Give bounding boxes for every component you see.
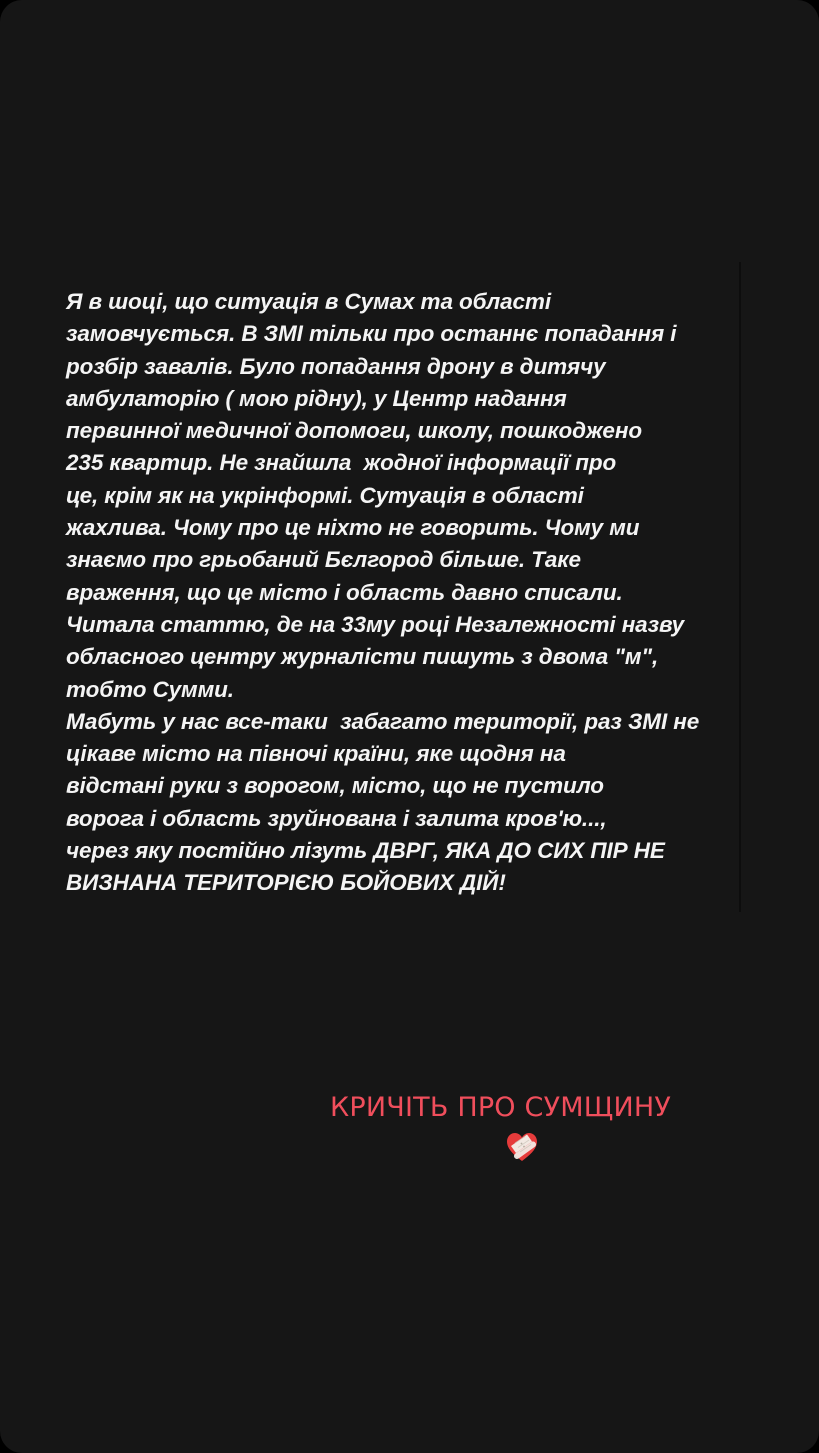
story-text-line: це, крім як на укрінформі. Сутуація в області xyxy=(66,482,584,508)
story-text-line: враження, що це місто і область давно списали. xyxy=(66,579,623,605)
story-text-line: знаємо про грьобаний Бєлгород більше. Таке xyxy=(66,547,581,573)
story-text-line: обласного центру журналісти пишуть з двома "м", xyxy=(66,644,659,670)
story-text xyxy=(66,286,756,900)
story-text-line: жахлива. Чому про це ніхто не говорить. Чому ми xyxy=(66,515,640,541)
story-text-line: тобто Сумми. xyxy=(66,676,234,702)
story-text-line: ворога і область зруйнована і залита кров'ю..., xyxy=(66,805,607,831)
story-text-line: цікаве місто на півночі країни, яке щодня на xyxy=(66,741,566,767)
story-text-line: розбір завалів. Було попадання дрону в дитячу xyxy=(66,353,606,379)
story-text-line: відстані руки з ворогом, місто, що не пустило xyxy=(66,773,604,799)
story-text-line: ВИЗНАНА ТЕРИТОРІЄЮ БОЙОВИХ ДІЙ! xyxy=(66,870,506,896)
mending-heart-icon xyxy=(505,1131,539,1163)
story-callout: КРИЧІТЬ ПРО СУМЩИНУ xyxy=(330,1092,672,1123)
story-text-line: 235 квартир. Не знайшла жодної інформації про xyxy=(66,450,617,476)
story-text-line: через яку постійно лізуть ДВРГ, ЯКА ДО СИХ ПІР НЕ xyxy=(66,838,665,864)
story-text-line: Читала статтю, де на 33му році Незалежності назву xyxy=(66,611,685,637)
story-text-line: Мабуть у нас все-таки забагато території, раз ЗМІ не xyxy=(66,708,700,734)
story-text-line: амбулаторію ( мою рідну), у Центр надання xyxy=(66,385,567,411)
story-text-line: Я в шоці, що ситуація в Сумах та області xyxy=(66,289,551,314)
story-text-line: первинної медичної допомоги, школу, пошкоджено xyxy=(66,418,642,444)
story-text-line: замовчується. В ЗМІ тільки про останнє попадання і xyxy=(66,321,677,347)
